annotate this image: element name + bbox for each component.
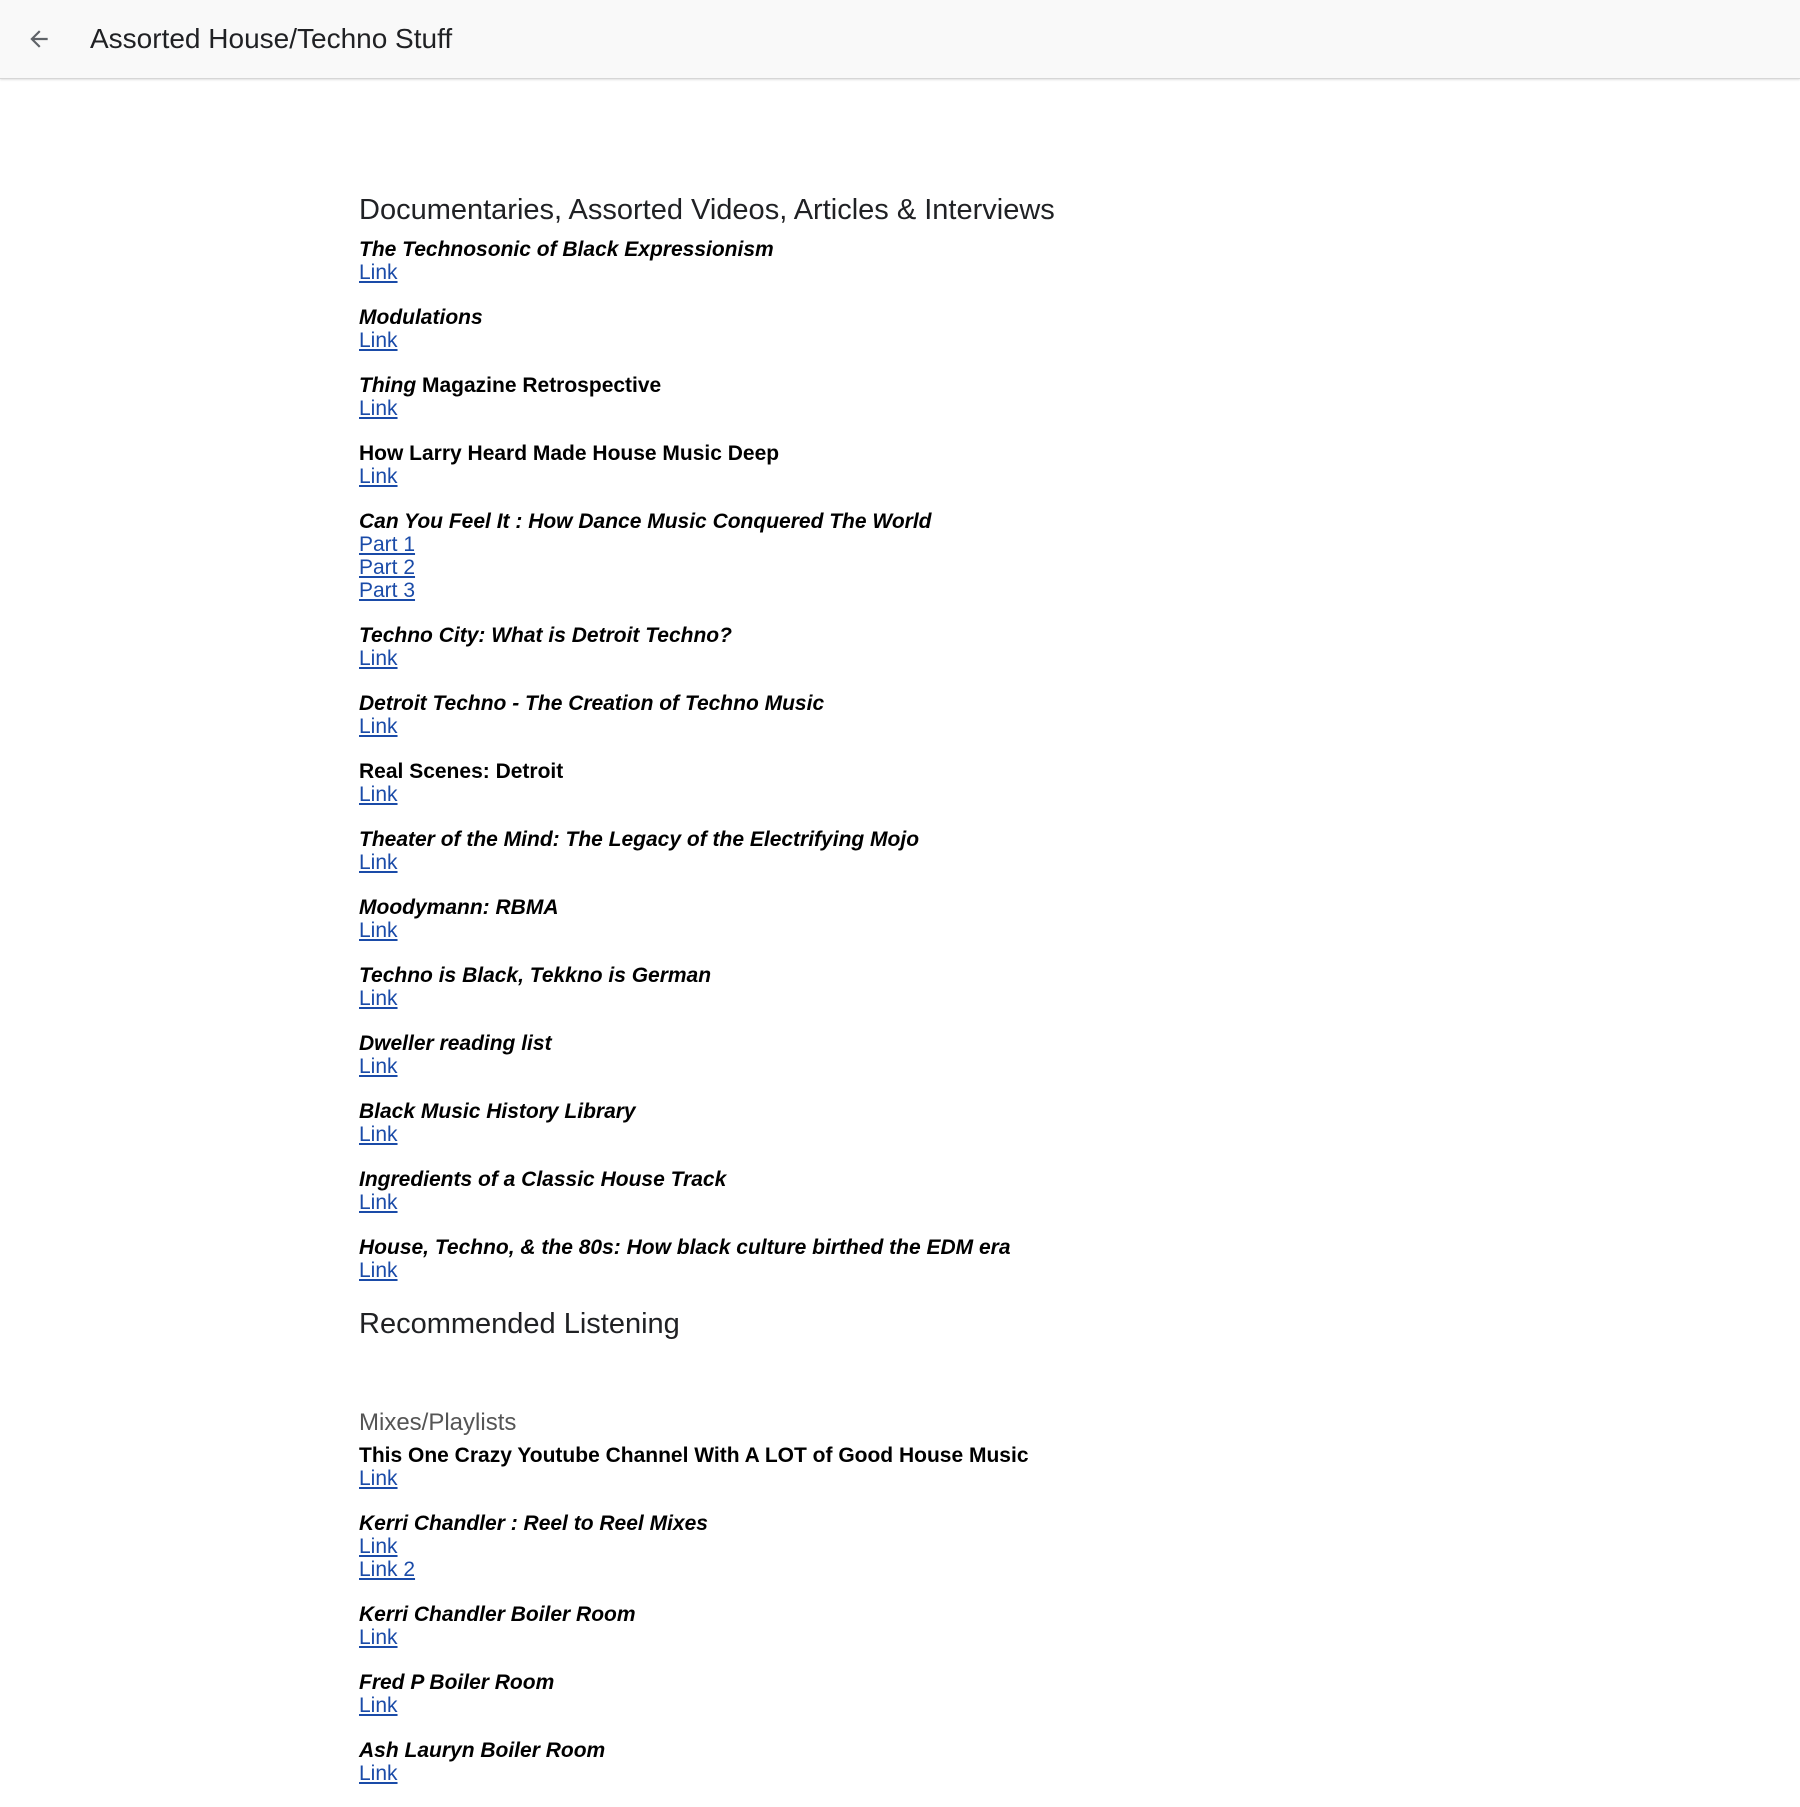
entry-title: The Technosonic of Black Expressionism — [359, 238, 774, 261]
page-title: Assorted House/Techno Stuff — [90, 23, 453, 54]
doc-entry — [359, 1032, 1459, 1078]
mix-entry — [359, 1671, 1459, 1717]
entry-link[interactable]: Link — [359, 1626, 398, 1649]
entry-title: How Larry Heard Made House Music Deep — [359, 442, 780, 465]
entry-title: Black Music History Library — [359, 1100, 636, 1123]
entry-link[interactable]: Link — [359, 1055, 398, 1078]
entry-title: Kerri Chandler : Reel to Reel Mixes — [359, 1512, 708, 1535]
mix-entry — [359, 1603, 1459, 1649]
entry-link[interactable]: Link — [359, 261, 398, 284]
section-heading-listening: Recommended Listening — [359, 1308, 680, 1340]
entry-link[interactable]: Link — [359, 1762, 398, 1785]
entry-link[interactable]: Link — [359, 1467, 398, 1490]
entry-title: Techno City: What is Detroit Techno? — [359, 624, 732, 647]
entry-title: This One Crazy Youtube Channel With A LOT of Good House Music — [359, 1444, 1029, 1467]
entry-link[interactable]: Link — [359, 987, 398, 1010]
entry-title: Theater of the Mind: The Legacy of the Electrifying Mojo — [359, 828, 920, 851]
doc-entry — [359, 510, 1459, 602]
doc-entry — [359, 896, 1459, 942]
main-content — [359, 186, 1459, 1807]
entry-title: Real Scenes: Detroit — [359, 760, 564, 783]
entry-link[interactable]: Link — [359, 1191, 398, 1214]
doc-entry — [359, 692, 1459, 738]
doc-entry — [359, 1236, 1459, 1282]
doc-entry — [359, 624, 1459, 670]
entry-title: Detroit Techno - The Creation of Techno Music — [359, 692, 825, 715]
entry-link[interactable]: Link — [359, 1535, 398, 1558]
entry-link-part-1[interactable]: Part 1 — [359, 533, 416, 556]
entry-link[interactable]: Link — [359, 1694, 398, 1717]
mix-entry — [359, 1739, 1459, 1785]
entry-link-2[interactable]: Link 2 — [359, 1558, 416, 1581]
entry-link[interactable]: Link — [359, 465, 398, 488]
top-app-bar — [0, 0, 1800, 79]
entry-title: Modulations — [359, 306, 483, 329]
doc-entry — [359, 1100, 1459, 1146]
entry-link[interactable]: Link — [359, 397, 398, 420]
entry-title: House, Techno, & the 80s: How black culture birthed the EDM era — [359, 1236, 1011, 1259]
doc-entry — [359, 828, 1459, 874]
entry-link[interactable]: Link — [359, 647, 398, 670]
entry-title-rest: Magazine Retrospective — [416, 374, 662, 397]
entry-title: Can You Feel It : How Dance Music Conquered The World — [359, 510, 932, 533]
entry-title — [359, 374, 1459, 397]
doc-entry — [359, 306, 1459, 352]
entry-title: Ingredients of a Classic House Track — [359, 1168, 727, 1191]
doc-entry — [359, 374, 1459, 420]
entry-link-part-3[interactable]: Part 3 — [359, 579, 416, 602]
entry-link[interactable]: Link — [359, 329, 398, 352]
entry-link[interactable]: Link — [359, 715, 398, 738]
entry-title: Fred P Boiler Room — [359, 1671, 555, 1694]
back-button[interactable] — [20, 20, 58, 58]
entry-title: Moodymann: RBMA — [359, 896, 559, 919]
doc-entry — [359, 238, 1459, 284]
mix-entry — [359, 1512, 1459, 1581]
entry-link[interactable]: Link — [359, 1123, 398, 1146]
doc-entry — [359, 760, 1459, 806]
entry-link[interactable]: Link — [359, 783, 398, 806]
doc-entry — [359, 442, 1459, 488]
entry-title: Kerri Chandler Boiler Room — [359, 1603, 636, 1626]
entry-title-italic: Thing — [359, 374, 417, 397]
entry-link[interactable]: Link — [359, 851, 398, 874]
doc-entry — [359, 1168, 1459, 1214]
entry-title: Techno is Black, Tekkno is German — [359, 964, 712, 987]
entry-link[interactable]: Link — [359, 919, 398, 942]
section-heading-documentaries: Documentaries, Assorted Videos, Articles & Interviews — [359, 194, 1055, 226]
mix-entry — [359, 1444, 1459, 1490]
entry-link-part-2[interactable]: Part 2 — [359, 556, 416, 579]
entry-link[interactable]: Link — [359, 1259, 398, 1282]
entry-title: Ash Lauryn Boiler Room — [359, 1739, 606, 1762]
doc-entry — [359, 964, 1459, 1010]
subheading-mixes-playlists: Mixes/Playlists — [359, 1409, 517, 1436]
arrow-left-icon — [26, 26, 52, 52]
entry-title: Dweller reading list — [359, 1032, 552, 1055]
